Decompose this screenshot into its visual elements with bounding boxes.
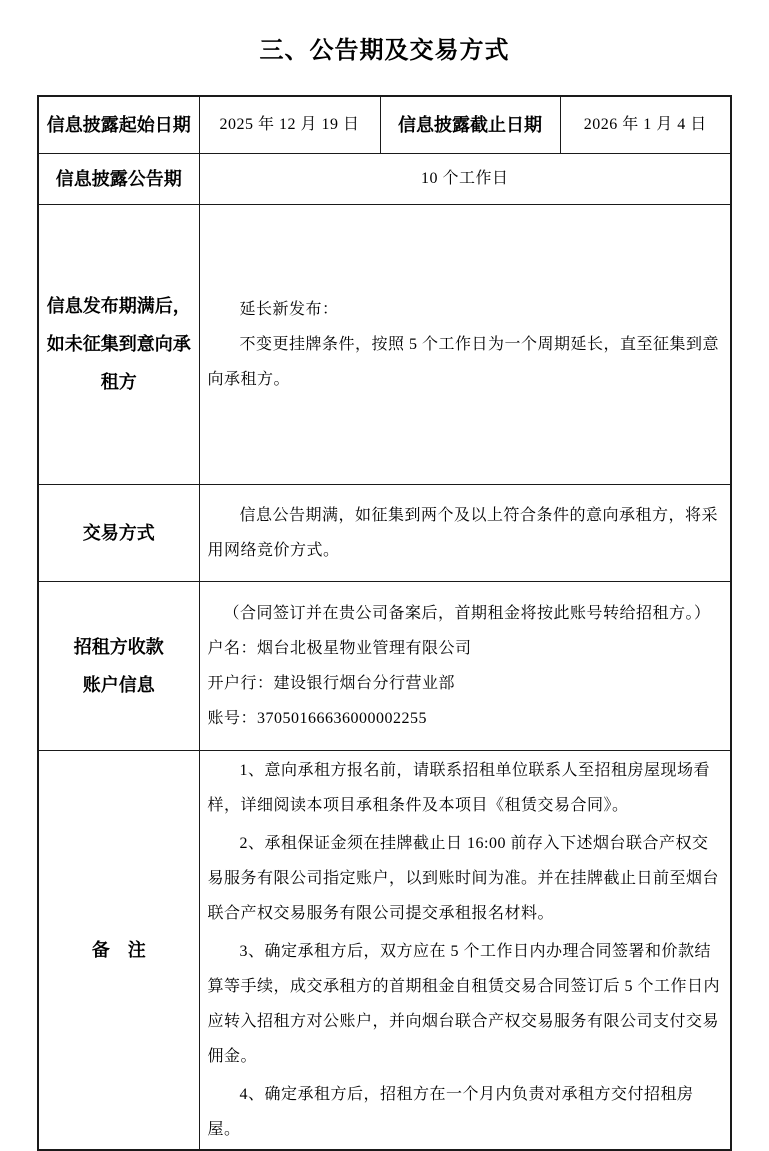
- extension-republish-line: 延长新发布：: [239, 300, 339, 318]
- extension-label: 信息发布期满后，如未征集到意向承租方: [38, 204, 199, 484]
- trade-method-label: 交易方式: [38, 484, 199, 581]
- announcement-table: [37, 95, 732, 1151]
- disclosure-end-label: 信息披露截止日期: [380, 96, 560, 153]
- extension-content: [199, 204, 731, 484]
- account-label-line1: 招租方收款: [73, 636, 164, 657]
- account-label-line2: 账户信息: [82, 674, 155, 695]
- row-remarks: [38, 750, 731, 1150]
- row-extension-policy: [38, 204, 731, 484]
- remark-item: 3、确定承租方后，双方应在 5 个工作日内办理合同签署和价款结算等手续，成交承租方的首期租金自租赁交易合同签订后 5 个工作日内应转入招租方对公账户，并向烟台联合产权交易服务有限公司支付交易佣金。: [207, 942, 721, 1065]
- remarks-label: 备 注: [38, 750, 199, 1150]
- row-trade-method: [38, 484, 731, 581]
- remark-item: 4、确定承租方后，招租方在一个月内负责对承租方交付招租房屋。: [207, 1085, 694, 1138]
- disclosure-end-date: 2026 年 1 月 4 日: [560, 96, 731, 153]
- account-bank-line: 开户行：建设银行烟台分行营业部: [207, 674, 456, 692]
- account-note-line: （合同签订并在贵公司备案后，首期租金将按此账号转给招租方。）: [223, 604, 711, 622]
- announcement-period-value: 10 个工作日: [199, 153, 731, 204]
- document-title: 三、公告期及交易方式: [259, 38, 510, 64]
- disclosure-start-date: 2025 年 12 月 19 日: [199, 96, 380, 153]
- extension-policy-line: 不变更挂牌条件，按照 5 个工作日为一个周期延长，直至征集到意向承租方。: [207, 335, 720, 388]
- remark-item: 1、意向承租方报名前，请联系招租单位联系人至招租房屋现场看样，详细阅读本项目承租条件及本项目《租赁交易合同》。: [207, 761, 711, 814]
- account-label: [38, 581, 199, 750]
- remark-item: 2、承租保证金须在挂牌截止日 16:00 前存入下述烟台联合产权交易服务有限公司指定账户，以到账时间为准。并在挂牌截止日前至烟台联合产权交易服务有限公司提交承租报名材料。: [207, 834, 720, 922]
- remarks-content: [199, 750, 731, 1150]
- row-disclosure-dates: [38, 96, 731, 153]
- row-landlord-account: [38, 581, 731, 750]
- row-announcement-period: [38, 153, 731, 204]
- disclosure-start-label: 信息披露起始日期: [38, 96, 199, 153]
- account-name-line: 户名：烟台北极星物业管理有限公司: [207, 639, 472, 657]
- account-content: [199, 581, 731, 750]
- announcement-period-label: 信息披露公告期: [38, 153, 199, 204]
- account-number-line: 账号：37050166636000002255: [207, 709, 428, 727]
- trade-method-line: 信息公告期满，如征集到两个及以上符合条件的意向承租方，将采用网络竞价方式。: [207, 506, 719, 559]
- trade-method-content: [199, 484, 731, 581]
